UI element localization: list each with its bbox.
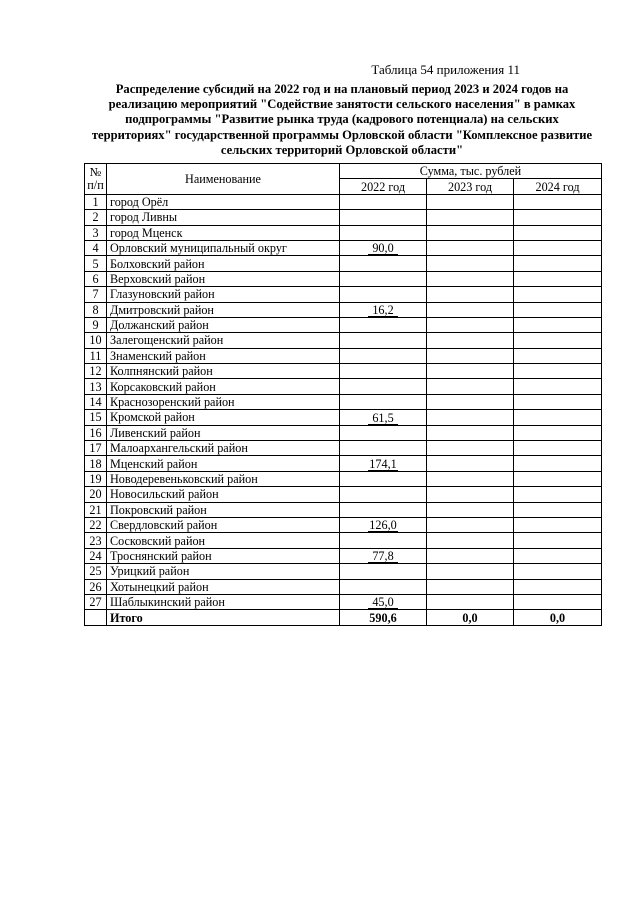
header-number-symbol: №: [89, 164, 102, 179]
row-name: Глазуновский район: [107, 287, 340, 302]
row-y2024: [514, 502, 602, 517]
table-row: [85, 548, 602, 563]
row-y2022: [340, 487, 427, 502]
row-number: 3: [85, 225, 107, 240]
row-name: Урицкий район: [107, 564, 340, 579]
row-y2024: [514, 579, 602, 594]
row-y2022: [340, 210, 427, 225]
title-line: Распределение субсидий на 2022 год и на плановый период 2023 и 2024 годов на: [115, 82, 569, 96]
row-y2023: [427, 240, 514, 255]
row-y2022: [340, 333, 427, 348]
title-line: подпрограммы "Развитие рынка труда (кадрового потенциала) на сельских: [125, 112, 559, 127]
table-row: [85, 533, 602, 548]
row-number: 10: [85, 333, 107, 348]
appendix-label: Таблица 54 приложения 11: [371, 62, 520, 77]
row-number: 18: [85, 456, 107, 471]
row-name: Болховский район: [107, 256, 340, 271]
table-row: [85, 425, 602, 440]
row-y2022: [340, 317, 427, 332]
row-number: 14: [85, 394, 107, 409]
row-y2022-value: 90,0: [368, 242, 398, 255]
row-y2022: [340, 579, 427, 594]
row-y2022: [340, 287, 427, 302]
row-number: 22: [85, 517, 107, 532]
row-y2023: [427, 425, 514, 440]
row-name: Залегощенский район: [107, 333, 340, 348]
row-y2023: [427, 456, 514, 471]
table-row: [85, 517, 602, 532]
row-name: Покровский район: [107, 502, 340, 517]
row-y2024: [514, 594, 602, 609]
row-y2023: [427, 271, 514, 286]
header-year-2024: 2024 год: [514, 179, 602, 194]
row-number: 1: [85, 194, 107, 209]
row-y2024: [514, 317, 602, 332]
row-y2023: [427, 487, 514, 502]
row-y2022: [340, 364, 427, 379]
row-y2022: [340, 348, 427, 363]
row-y2023: [427, 317, 514, 332]
table-row: [85, 348, 602, 363]
row-name: Знаменский район: [107, 348, 340, 363]
title-line: территориях" государственной программы Орловской области "Комплексное развитие: [91, 127, 593, 142]
row-y2024: [514, 271, 602, 286]
row-name: Сосковский район: [107, 533, 340, 548]
row-y2024: [514, 487, 602, 502]
row-y2024: [514, 456, 602, 471]
row-y2022: [340, 379, 427, 394]
row-name: Колпнянский район: [107, 364, 340, 379]
table-row: [85, 317, 602, 332]
table-row: [85, 410, 602, 425]
row-number: 9: [85, 317, 107, 332]
row-number: 21: [85, 502, 107, 517]
header-number: [85, 164, 107, 195]
row-y2024: [514, 240, 602, 255]
table-row: [85, 471, 602, 486]
row-number: 12: [85, 364, 107, 379]
row-y2022: [340, 225, 427, 240]
row-name: Корсаковский район: [107, 379, 340, 394]
row-y2024: [514, 210, 602, 225]
row-y2023: [427, 548, 514, 563]
row-y2022: [340, 240, 427, 255]
row-y2024: [514, 379, 602, 394]
row-name: Кромской район: [107, 410, 340, 425]
row-y2022: [340, 410, 427, 425]
row-y2023: [427, 441, 514, 456]
row-y2022-value: 174,1: [369, 456, 397, 471]
document-title: [82, 82, 602, 158]
row-y2024: [514, 287, 602, 302]
row-y2022: [340, 502, 427, 517]
row-y2023: [427, 379, 514, 394]
row-number: 8: [85, 302, 107, 317]
row-name: Малоархангельский район: [107, 441, 340, 456]
row-y2024: [514, 194, 602, 209]
row-y2024: [514, 410, 602, 425]
row-y2024: [514, 333, 602, 348]
row-number: 27: [85, 594, 107, 609]
row-number: 15: [85, 410, 107, 425]
row-name: Ливенский район: [107, 425, 340, 440]
row-y2023: [427, 256, 514, 271]
row-name: Верховский район: [107, 271, 340, 286]
row-y2024: [514, 364, 602, 379]
row-y2022-value: 45,0: [368, 596, 398, 609]
row-number: 11: [85, 348, 107, 363]
subsidy-table: [84, 163, 602, 626]
row-y2022-value: 126,0: [369, 518, 397, 533]
table-row: [85, 333, 602, 348]
header-number-abbr: п/п: [87, 177, 104, 192]
row-number: 16: [85, 425, 107, 440]
row-y2023: [427, 302, 514, 317]
row-y2022: [340, 533, 427, 548]
row-y2024: [514, 425, 602, 440]
row-y2024: [514, 548, 602, 563]
row-number: 2: [85, 210, 107, 225]
row-y2022-value: 77,8: [368, 550, 398, 563]
row-y2022: [340, 256, 427, 271]
table-row: [85, 271, 602, 286]
row-number: 13: [85, 379, 107, 394]
row-y2023: [427, 410, 514, 425]
total-y2024: [514, 610, 602, 625]
row-number: 7: [85, 287, 107, 302]
row-y2023: [427, 333, 514, 348]
total-label: Итого: [107, 610, 340, 625]
row-name: Новодеревеньковский район: [107, 471, 340, 486]
row-y2022: [340, 548, 427, 563]
row-y2022: [340, 194, 427, 209]
title-line: сельских территорий Орловской области": [220, 142, 464, 157]
table-row: [85, 594, 602, 609]
row-y2022-value: 61,5: [368, 412, 398, 425]
row-name: Дмитровский район: [107, 302, 340, 317]
row-number: 5: [85, 256, 107, 271]
row-y2024: [514, 441, 602, 456]
row-y2023: [427, 517, 514, 532]
row-y2023: [427, 564, 514, 579]
row-y2022: [340, 594, 427, 609]
row-name: город Мценск: [107, 225, 340, 240]
title-line: реализацию мероприятий "Содействие занятости сельского населения" в рамках: [108, 97, 576, 112]
total-row: [85, 610, 602, 625]
row-y2022: [340, 471, 427, 486]
row-y2023: [427, 225, 514, 240]
table-row: [85, 194, 602, 209]
table-row: [85, 456, 602, 471]
row-number: 23: [85, 533, 107, 548]
row-y2022: [340, 302, 427, 317]
row-y2023: [427, 210, 514, 225]
row-y2024: [514, 348, 602, 363]
table-row: [85, 379, 602, 394]
row-y2024: [514, 225, 602, 240]
row-name: Свердловский район: [107, 517, 340, 532]
row-number: 4: [85, 240, 107, 255]
table-row: [85, 394, 602, 409]
row-y2023: [427, 394, 514, 409]
row-y2022: [340, 394, 427, 409]
row-name: Новосильский район: [107, 487, 340, 502]
row-name: Троснянский район: [107, 548, 340, 563]
table-row: [85, 579, 602, 594]
row-y2023: [427, 364, 514, 379]
total-y2022: [340, 610, 427, 625]
total-y2023-value: 0,0: [462, 610, 478, 625]
row-number: 26: [85, 579, 107, 594]
row-y2023: [427, 348, 514, 363]
row-y2022: [340, 441, 427, 456]
table-row: [85, 240, 602, 255]
row-y2022: [340, 564, 427, 579]
row-y2024: [514, 564, 602, 579]
row-name: город Орёл: [107, 194, 340, 209]
header-year-2023: 2023 год: [427, 179, 514, 194]
row-y2023: [427, 502, 514, 517]
row-y2022: [340, 271, 427, 286]
row-y2023: [427, 287, 514, 302]
row-y2022: [340, 425, 427, 440]
row-number: 25: [85, 564, 107, 579]
header-name: Наименование: [107, 164, 340, 195]
table-row: [85, 225, 602, 240]
row-y2023: [427, 579, 514, 594]
row-y2024: [514, 517, 602, 532]
row-name: Шаблыкинский район: [107, 594, 340, 609]
row-y2022-value: 16,2: [368, 304, 398, 317]
row-y2024: [514, 471, 602, 486]
row-name: Мценский район: [107, 456, 340, 471]
row-name: Хотынецкий район: [107, 579, 340, 594]
table-row: [85, 210, 602, 225]
total-number-empty: [85, 610, 107, 625]
row-y2024: [514, 533, 602, 548]
table-row: [85, 487, 602, 502]
row-y2023: [427, 594, 514, 609]
table-row: [85, 256, 602, 271]
table-row: [85, 364, 602, 379]
row-y2023: [427, 471, 514, 486]
row-number: 6: [85, 271, 107, 286]
header-year-2022: 2022 год: [340, 179, 427, 194]
row-name: Должанский район: [107, 317, 340, 332]
total-y2022-value: 590,6: [369, 610, 397, 625]
row-y2023: [427, 533, 514, 548]
total-y2024-value: 0,0: [549, 610, 566, 625]
table-body: [85, 194, 602, 625]
row-number: 17: [85, 441, 107, 456]
row-name: Орловский муниципальный округ: [107, 240, 340, 255]
row-name: город Ливны: [107, 210, 340, 225]
table-row: [85, 441, 602, 456]
row-number: 24: [85, 548, 107, 563]
row-y2022: [340, 456, 427, 471]
table-row: [85, 302, 602, 317]
row-number: 19: [85, 471, 107, 486]
row-name: Краснозоренский район: [107, 394, 340, 409]
total-y2023: [427, 610, 514, 625]
row-y2024: [514, 302, 602, 317]
row-y2023: [427, 194, 514, 209]
row-y2024: [514, 394, 602, 409]
row-number: 20: [85, 487, 107, 502]
header-sum: Сумма, тыс. рублей: [340, 164, 602, 179]
row-y2022: [340, 517, 427, 532]
table-row: [85, 287, 602, 302]
table-row: [85, 502, 602, 517]
table-row: [85, 564, 602, 579]
row-y2024: [514, 256, 602, 271]
